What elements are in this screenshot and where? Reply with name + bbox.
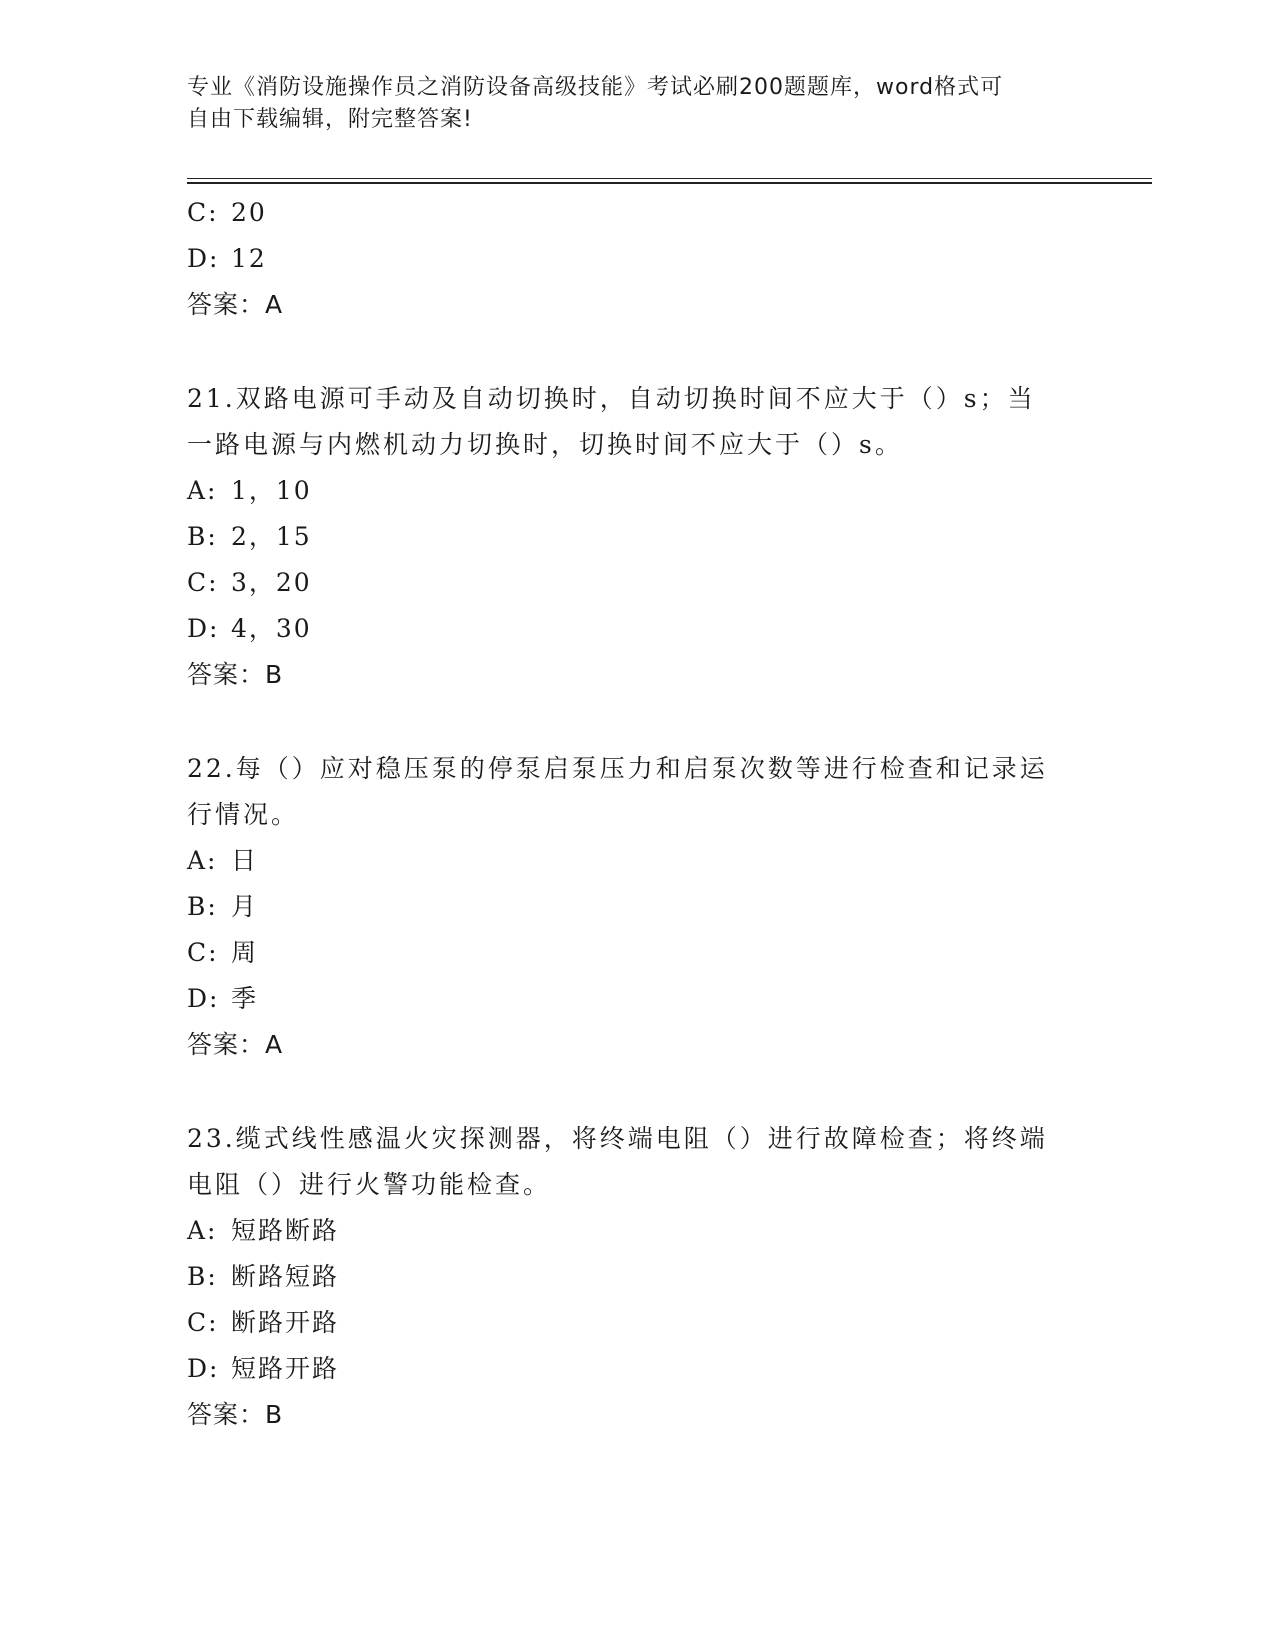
option-label: C: (187, 568, 219, 597)
option-text: 季 (231, 984, 259, 1013)
option-label: D: (187, 1354, 220, 1383)
option-d (187, 606, 1087, 652)
option-d (187, 976, 1087, 1022)
option-b (187, 514, 1087, 560)
option-text: 断路短路 (231, 1262, 340, 1291)
option-b (187, 884, 1087, 930)
header-line-1: 专业《消防设施操作员之消防设备高级技能》考试必刷200题题库，word格式可 (187, 75, 1004, 100)
option-label: A: (187, 476, 218, 505)
option-label: B: (187, 892, 218, 921)
option-text: 短路开路 (231, 1354, 340, 1383)
option-text: 3，20 (231, 568, 312, 597)
option-text: 短路断路 (231, 1216, 340, 1245)
option-a (187, 838, 1087, 884)
option-d (187, 1346, 1087, 1392)
document-header (187, 72, 1087, 136)
answer: 答案：B (187, 660, 284, 689)
option-label: B: (187, 1262, 218, 1291)
question-23 (187, 1116, 1087, 1438)
answer: 答案：A (187, 1030, 284, 1059)
option-label: B: (187, 522, 218, 551)
header-line-2: 自由下载编辑，附完整答案! (187, 107, 473, 132)
question-stem (187, 376, 1067, 468)
option-c (187, 190, 1087, 236)
option-label: C: (187, 1308, 219, 1337)
question-stem-line-1: 22.每（）应对稳压泵的停泵启泵压力和启泵次数等进行检查和记录运 (187, 754, 1048, 783)
option-text: 20 (231, 198, 267, 227)
question-stem-line-2: 一路电源与内燃机动力切换时，切换时间不应大于（）s。 (187, 430, 903, 459)
question-list (187, 190, 1087, 1438)
question-21 (187, 376, 1087, 698)
option-c (187, 1300, 1087, 1346)
option-label: A: (187, 1216, 218, 1245)
option-text: 1，10 (231, 476, 312, 505)
option-text: 周 (231, 938, 259, 967)
question-20-tail (187, 190, 1087, 328)
question-stem-line-2: 行情况。 (187, 800, 300, 829)
question-stem-line-2: 电阻（）进行火警功能检查。 (187, 1170, 552, 1199)
option-text: 断路开路 (231, 1308, 340, 1337)
option-label: C: (187, 938, 219, 967)
option-text: 4，30 (231, 614, 312, 643)
option-text: 12 (231, 244, 267, 273)
option-label: D: (187, 614, 220, 643)
answer: 答案：A (187, 290, 284, 319)
option-c (187, 560, 1087, 606)
question-stem (187, 746, 1067, 838)
option-c (187, 930, 1087, 976)
option-text: 2，15 (231, 522, 312, 551)
option-label: D: (187, 984, 220, 1013)
option-text: 月 (231, 892, 259, 921)
option-a (187, 468, 1087, 514)
question-stem-line-1: 23.缆式线性感温火灾探测器，将终端电阻（）进行故障检查；将终端 (187, 1124, 1048, 1153)
option-label: A: (187, 846, 218, 875)
option-label: C: (187, 198, 219, 227)
option-a (187, 1208, 1087, 1254)
option-d (187, 236, 1087, 282)
option-b (187, 1254, 1087, 1300)
option-text: 日 (231, 846, 259, 875)
question-stem (187, 1116, 1067, 1208)
header-rule-bottom (187, 182, 1152, 184)
answer: 答案：B (187, 1400, 284, 1429)
option-label: D: (187, 244, 220, 273)
header-rule-top (187, 178, 1152, 179)
question-stem-line-1: 21.双路电源可手动及自动切换时，自动切换时间不应大于（）s；当 (187, 384, 1036, 413)
question-22 (187, 746, 1087, 1068)
